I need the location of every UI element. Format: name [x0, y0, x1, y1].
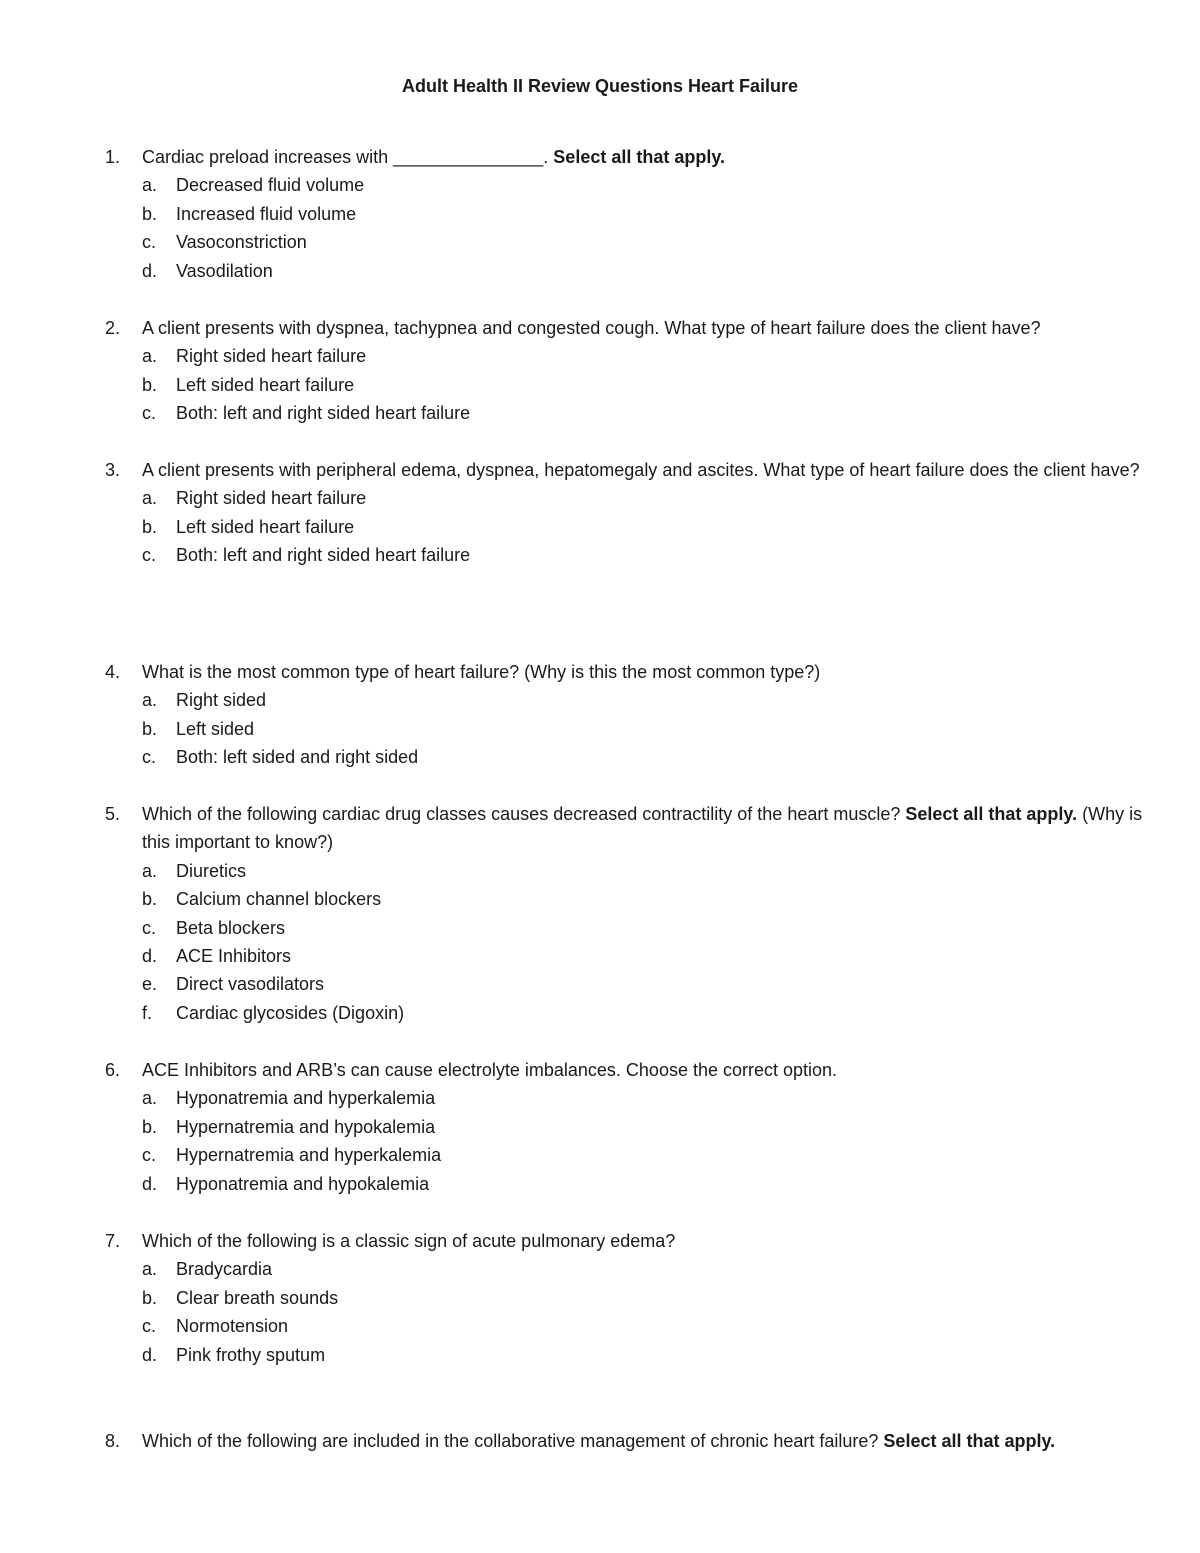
- option-a: [105, 484, 1155, 512]
- option-list: [105, 171, 1155, 285]
- document-title: Adult Health II Review Questions Heart Failure: [401, 76, 799, 96]
- option-a: [105, 857, 1155, 885]
- option-letter: c.: [142, 917, 157, 938]
- option-letter: c.: [142, 545, 157, 566]
- option-text: Hyponatremia and hypokalemia: [176, 1173, 430, 1194]
- option-text: Bradycardia: [176, 1259, 273, 1280]
- option-letter: b.: [142, 516, 158, 537]
- option-text: Left sided heart failure: [176, 374, 355, 395]
- option-letter: d.: [142, 1173, 158, 1194]
- option-text: Hyponatremia and hyperkalemia: [176, 1088, 436, 1109]
- question-2: [105, 314, 1155, 428]
- option-a: [105, 171, 1155, 199]
- option-text: Calcium channel blockers: [176, 889, 382, 910]
- question-stem: [105, 143, 1155, 171]
- option-c: [105, 1312, 1155, 1340]
- option-a: [105, 342, 1155, 370]
- option-text: Pink frothy sputum: [176, 1344, 326, 1365]
- option-b: [105, 200, 1155, 228]
- question-number: 4.: [105, 662, 121, 682]
- option-a: [105, 1084, 1155, 1112]
- option-text: Direct vasodilators: [176, 974, 325, 995]
- option-letter: c.: [142, 1316, 157, 1337]
- option-letter: b.: [142, 374, 158, 395]
- question-number: 5.: [105, 804, 121, 824]
- option-text: ACE Inhibitors: [176, 946, 292, 967]
- option-e: [105, 970, 1155, 998]
- option-text: Clear breath sounds: [176, 1287, 339, 1308]
- question-stem: [105, 1056, 1155, 1084]
- question-number: 2.: [105, 318, 121, 338]
- option-letter: b.: [142, 889, 158, 910]
- question-7: [105, 1227, 1155, 1369]
- question-text: ACE Inhibitors and ARB’s can cause electrolyte imbalances. Choose the correct option.: [142, 1060, 838, 1080]
- question-number: 8.: [105, 1431, 121, 1451]
- option-text: Vasoconstriction: [176, 232, 307, 253]
- option-text: Decreased fluid volume: [176, 175, 365, 196]
- option-letter: d.: [142, 1344, 158, 1365]
- question-text: A client presents with dyspnea, tachypnea and congested cough. What type of heart failure does the client have?: [142, 318, 1041, 338]
- option-d: [105, 1341, 1155, 1369]
- option-text: Diuretics: [176, 860, 247, 881]
- question-stem: [105, 800, 1155, 857]
- question-number: 7.: [105, 1231, 121, 1251]
- option-letter: c.: [142, 1145, 157, 1166]
- option-d: [105, 257, 1155, 285]
- option-text: Right sided heart failure: [176, 488, 367, 509]
- option-c: [105, 914, 1155, 942]
- option-text: Vasodilation: [176, 260, 273, 281]
- option-letter: b.: [142, 1116, 158, 1137]
- question-number: 6.: [105, 1060, 121, 1080]
- question-1: [105, 143, 1155, 285]
- option-letter: d.: [142, 260, 158, 281]
- option-letter: a.: [142, 488, 158, 509]
- question-text: Which of the following are included in the collaborative management of chronic heart failure?: [142, 1431, 879, 1451]
- option-letter: c.: [142, 232, 157, 253]
- question-stem: [105, 1227, 1155, 1255]
- question-text: Which of the following is a classic sign of acute pulmonary edema?: [142, 1231, 676, 1251]
- option-text: Normotension: [176, 1316, 289, 1337]
- option-text: Increased fluid volume: [176, 203, 357, 224]
- question-stem: [105, 658, 1155, 686]
- question-4: [105, 658, 1155, 772]
- option-list: [105, 484, 1155, 569]
- option-b: [105, 885, 1155, 913]
- question-8: [105, 1427, 1155, 1455]
- option-text: Cardiac glycosides (Digoxin): [176, 1002, 405, 1023]
- option-letter: b.: [142, 203, 158, 224]
- option-text: Both: left sided and right sided: [176, 747, 419, 768]
- question-stem: [105, 456, 1155, 484]
- option-letter: f.: [142, 1002, 153, 1023]
- option-letter: c.: [142, 747, 157, 768]
- option-list: [105, 342, 1155, 427]
- option-text: Hypernatremia and hypokalemia: [176, 1116, 436, 1137]
- option-text: Both: left and right sided heart failure: [176, 403, 471, 424]
- option-text: Beta blockers: [176, 917, 286, 938]
- option-c: [105, 1141, 1155, 1169]
- option-text: Both: left and right sided heart failure: [176, 545, 471, 566]
- option-c: [105, 399, 1155, 427]
- option-a: [105, 1255, 1155, 1283]
- question-stem: [105, 1427, 1155, 1455]
- option-c: [105, 541, 1155, 569]
- option-letter: b.: [142, 718, 158, 739]
- question-number: 3.: [105, 460, 121, 480]
- question-text: Cardiac preload increases with _______________.: [142, 147, 549, 167]
- option-letter: a.: [142, 860, 158, 881]
- option-list: [105, 1255, 1155, 1369]
- option-letter: d.: [142, 946, 158, 967]
- option-letter: c.: [142, 403, 157, 424]
- option-b: [105, 1113, 1155, 1141]
- option-text: Hypernatremia and hyperkalemia: [176, 1145, 442, 1166]
- question-3: [105, 456, 1155, 570]
- question-stem: [105, 314, 1155, 342]
- question-5: [105, 800, 1155, 1027]
- option-f: [105, 999, 1155, 1027]
- option-text: Left sided heart failure: [176, 516, 355, 537]
- option-list: [105, 857, 1155, 1027]
- question-text: A client presents with peripheral edema, dyspnea, hepatomegaly and ascites. What type of heart failure does the client have?: [142, 460, 1140, 480]
- option-b: [105, 715, 1155, 743]
- option-text: Right sided: [176, 690, 267, 711]
- option-text: Right sided heart failure: [176, 346, 367, 367]
- question-instruction: Select all that apply.: [878, 1431, 1056, 1451]
- option-text: Left sided: [176, 718, 255, 739]
- option-letter: a.: [142, 1088, 158, 1109]
- option-letter: a.: [142, 690, 158, 711]
- question-text: Which of the following cardiac drug classes causes decreased contractility of the heart muscle?: [142, 804, 901, 824]
- question-text: What is the most common type of heart failure? (Why is this the most common type?): [142, 662, 821, 682]
- option-letter: e.: [142, 974, 158, 995]
- option-d: [105, 1170, 1155, 1198]
- option-a: [105, 686, 1155, 714]
- option-c: [105, 743, 1155, 771]
- question-instruction: Select all that apply.: [548, 147, 726, 167]
- option-letter: b.: [142, 1287, 158, 1308]
- question-6: [105, 1056, 1155, 1198]
- option-list: [105, 1084, 1155, 1198]
- option-letter: a.: [142, 346, 158, 367]
- option-b: [105, 513, 1155, 541]
- option-c: [105, 228, 1155, 256]
- question-instruction: Select all that apply.: [900, 804, 1078, 824]
- question-number: 1.: [105, 147, 121, 167]
- option-letter: a.: [142, 1259, 158, 1280]
- option-list: [105, 686, 1155, 771]
- question-followup: (Why is this important to know?): [142, 804, 1143, 853]
- option-b: [105, 1284, 1155, 1312]
- option-letter: a.: [142, 175, 158, 196]
- option-d: [105, 942, 1155, 970]
- option-b: [105, 371, 1155, 399]
